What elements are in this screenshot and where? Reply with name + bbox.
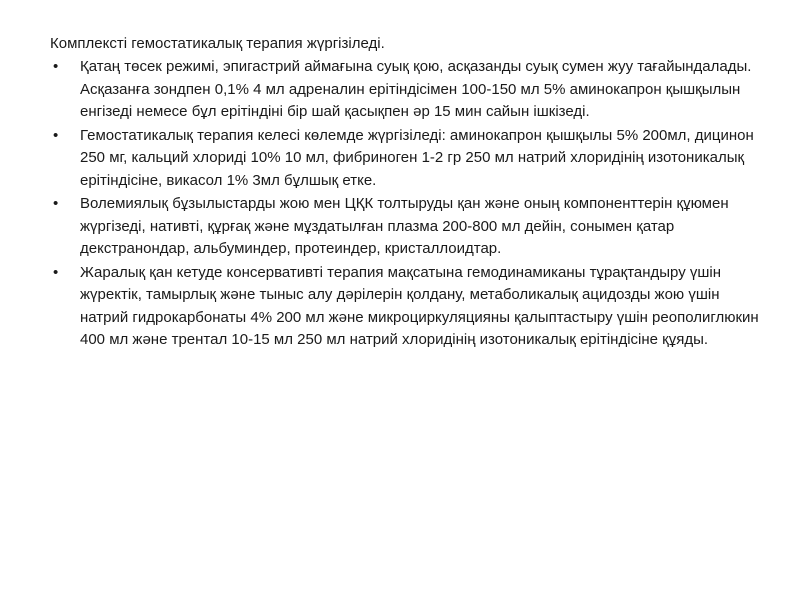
bullet-text: Қатаң төсек режимі, эпигастрий аймағына суық қою, асқазанды суық сумен жуу тағайындалады. Асқазанға зондпен 0,1% 4 мл адреналин ерітіндісімен 100-150 мл 5% аминокапрон қышқылын енгізеді немесе бұл ерітіндіні бір шай қасықпен әр 15 мин сайын ішкізеді. xyxy=(80,58,752,120)
bullet-icon: • xyxy=(53,58,59,75)
bullet-icon: • xyxy=(53,263,59,281)
bullet-item xyxy=(50,193,760,261)
bullet-item xyxy=(50,262,760,352)
bullet-list xyxy=(50,56,760,352)
bullet-text: Жаралық қан кетуде консервативті терапия мақсатына гемодинамиканы тұрақтандыру үшін жүректік, тамырлық және тыныс алу дәрілерін қолдану, метаболикалық ацидозды жою үшін натрий гидрокарбонаты 4% 200 мл және микроциркуляцияны қалыптастыру үшін реополиглюкин 400 мл және трентал 10-15 мл 250 мл натрий хлоридінің изотоникалық ерітіндісіне құяды. xyxy=(80,263,759,348)
bullet-item xyxy=(50,125,760,193)
bullet-text: Гемостатикалық терапия келесі көлемде жүргізіледі: аминокапрон қышқылы 5% 200мл, дицинон 250 мг, кальций хлориді 10% 10 мл, фибриноген 1-2 гр 250 мл натрий хлоридінің изотоникалық ерітіндісіне, викасол 1% 3мл бұлшық етке. xyxy=(80,126,754,189)
bullet-text: Волемиялық бұзылыстарды жою мен ЦҚК толтыруды қан және оның компоненттерін құюмен жүргізеді, нативті, құрғақ және мұздатылған плазма 200-800 мл дейін, сонымен қатар декстранондар, альбуминдер, протеиндер, кристаллоидтар. xyxy=(80,195,729,257)
bullet-item xyxy=(50,56,760,124)
bullet-icon: • xyxy=(53,195,59,212)
bullet-icon: • xyxy=(53,126,59,144)
intro-text: Комплексті гемостатикалық терапия жүргізіледі. xyxy=(50,35,385,52)
